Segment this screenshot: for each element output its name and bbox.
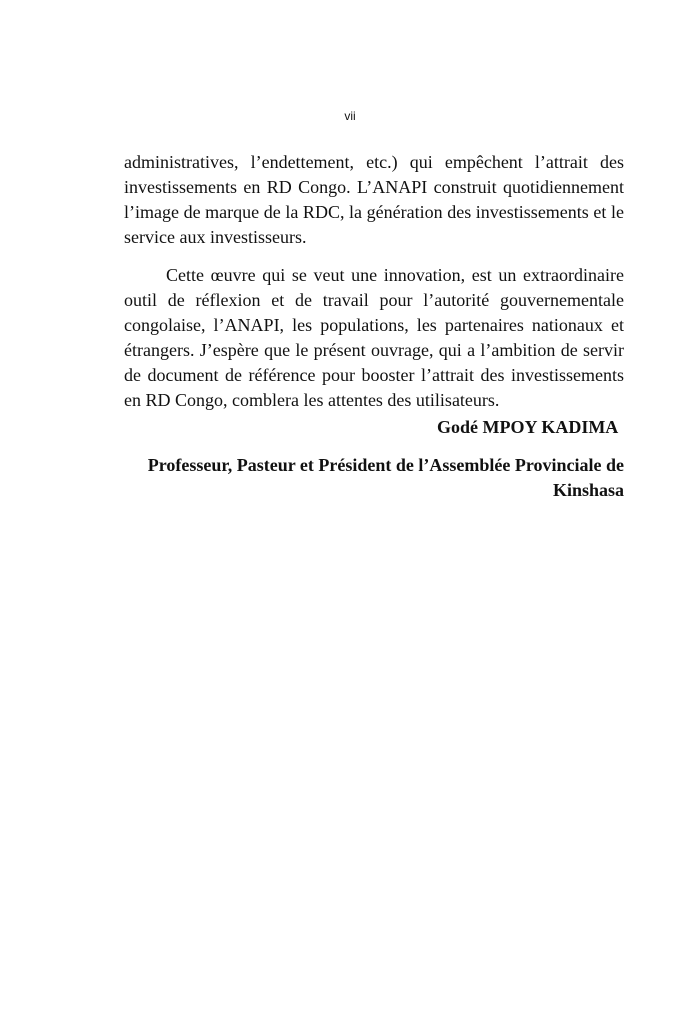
author-title-line-2: Kinshasa <box>552 480 624 500</box>
paragraph-closing: Cette œuvre qui se veut une innovation, est un extraordinaire outil de réflexion et de travail pour l’autorité gouvernementale congolaise, l’ANAPI, les populations, les partenaires nationaux et étrangers. J’espère que le présent ouvrage, qui a l’ambition de servir de document de référence pour booster l’attrait des investissements en RD Congo, comblera les attentes des utilisateurs. <box>124 265 624 410</box>
author-name: Godé MPOY KADIMA <box>437 417 619 437</box>
paragraph-continuation: administratives, l’endettement, etc.) qui empêchent l’attrait des investissements en RD Congo. L’ANAPI construit quotidiennement l’image de marque de la RDC, la génération des investissements et le service aux investisseurs. <box>124 152 624 247</box>
author-title-line-1: Professeur, Pasteur et Président de l’Assemblée Provinciale de <box>147 455 624 475</box>
page-number: vii <box>344 109 356 123</box>
